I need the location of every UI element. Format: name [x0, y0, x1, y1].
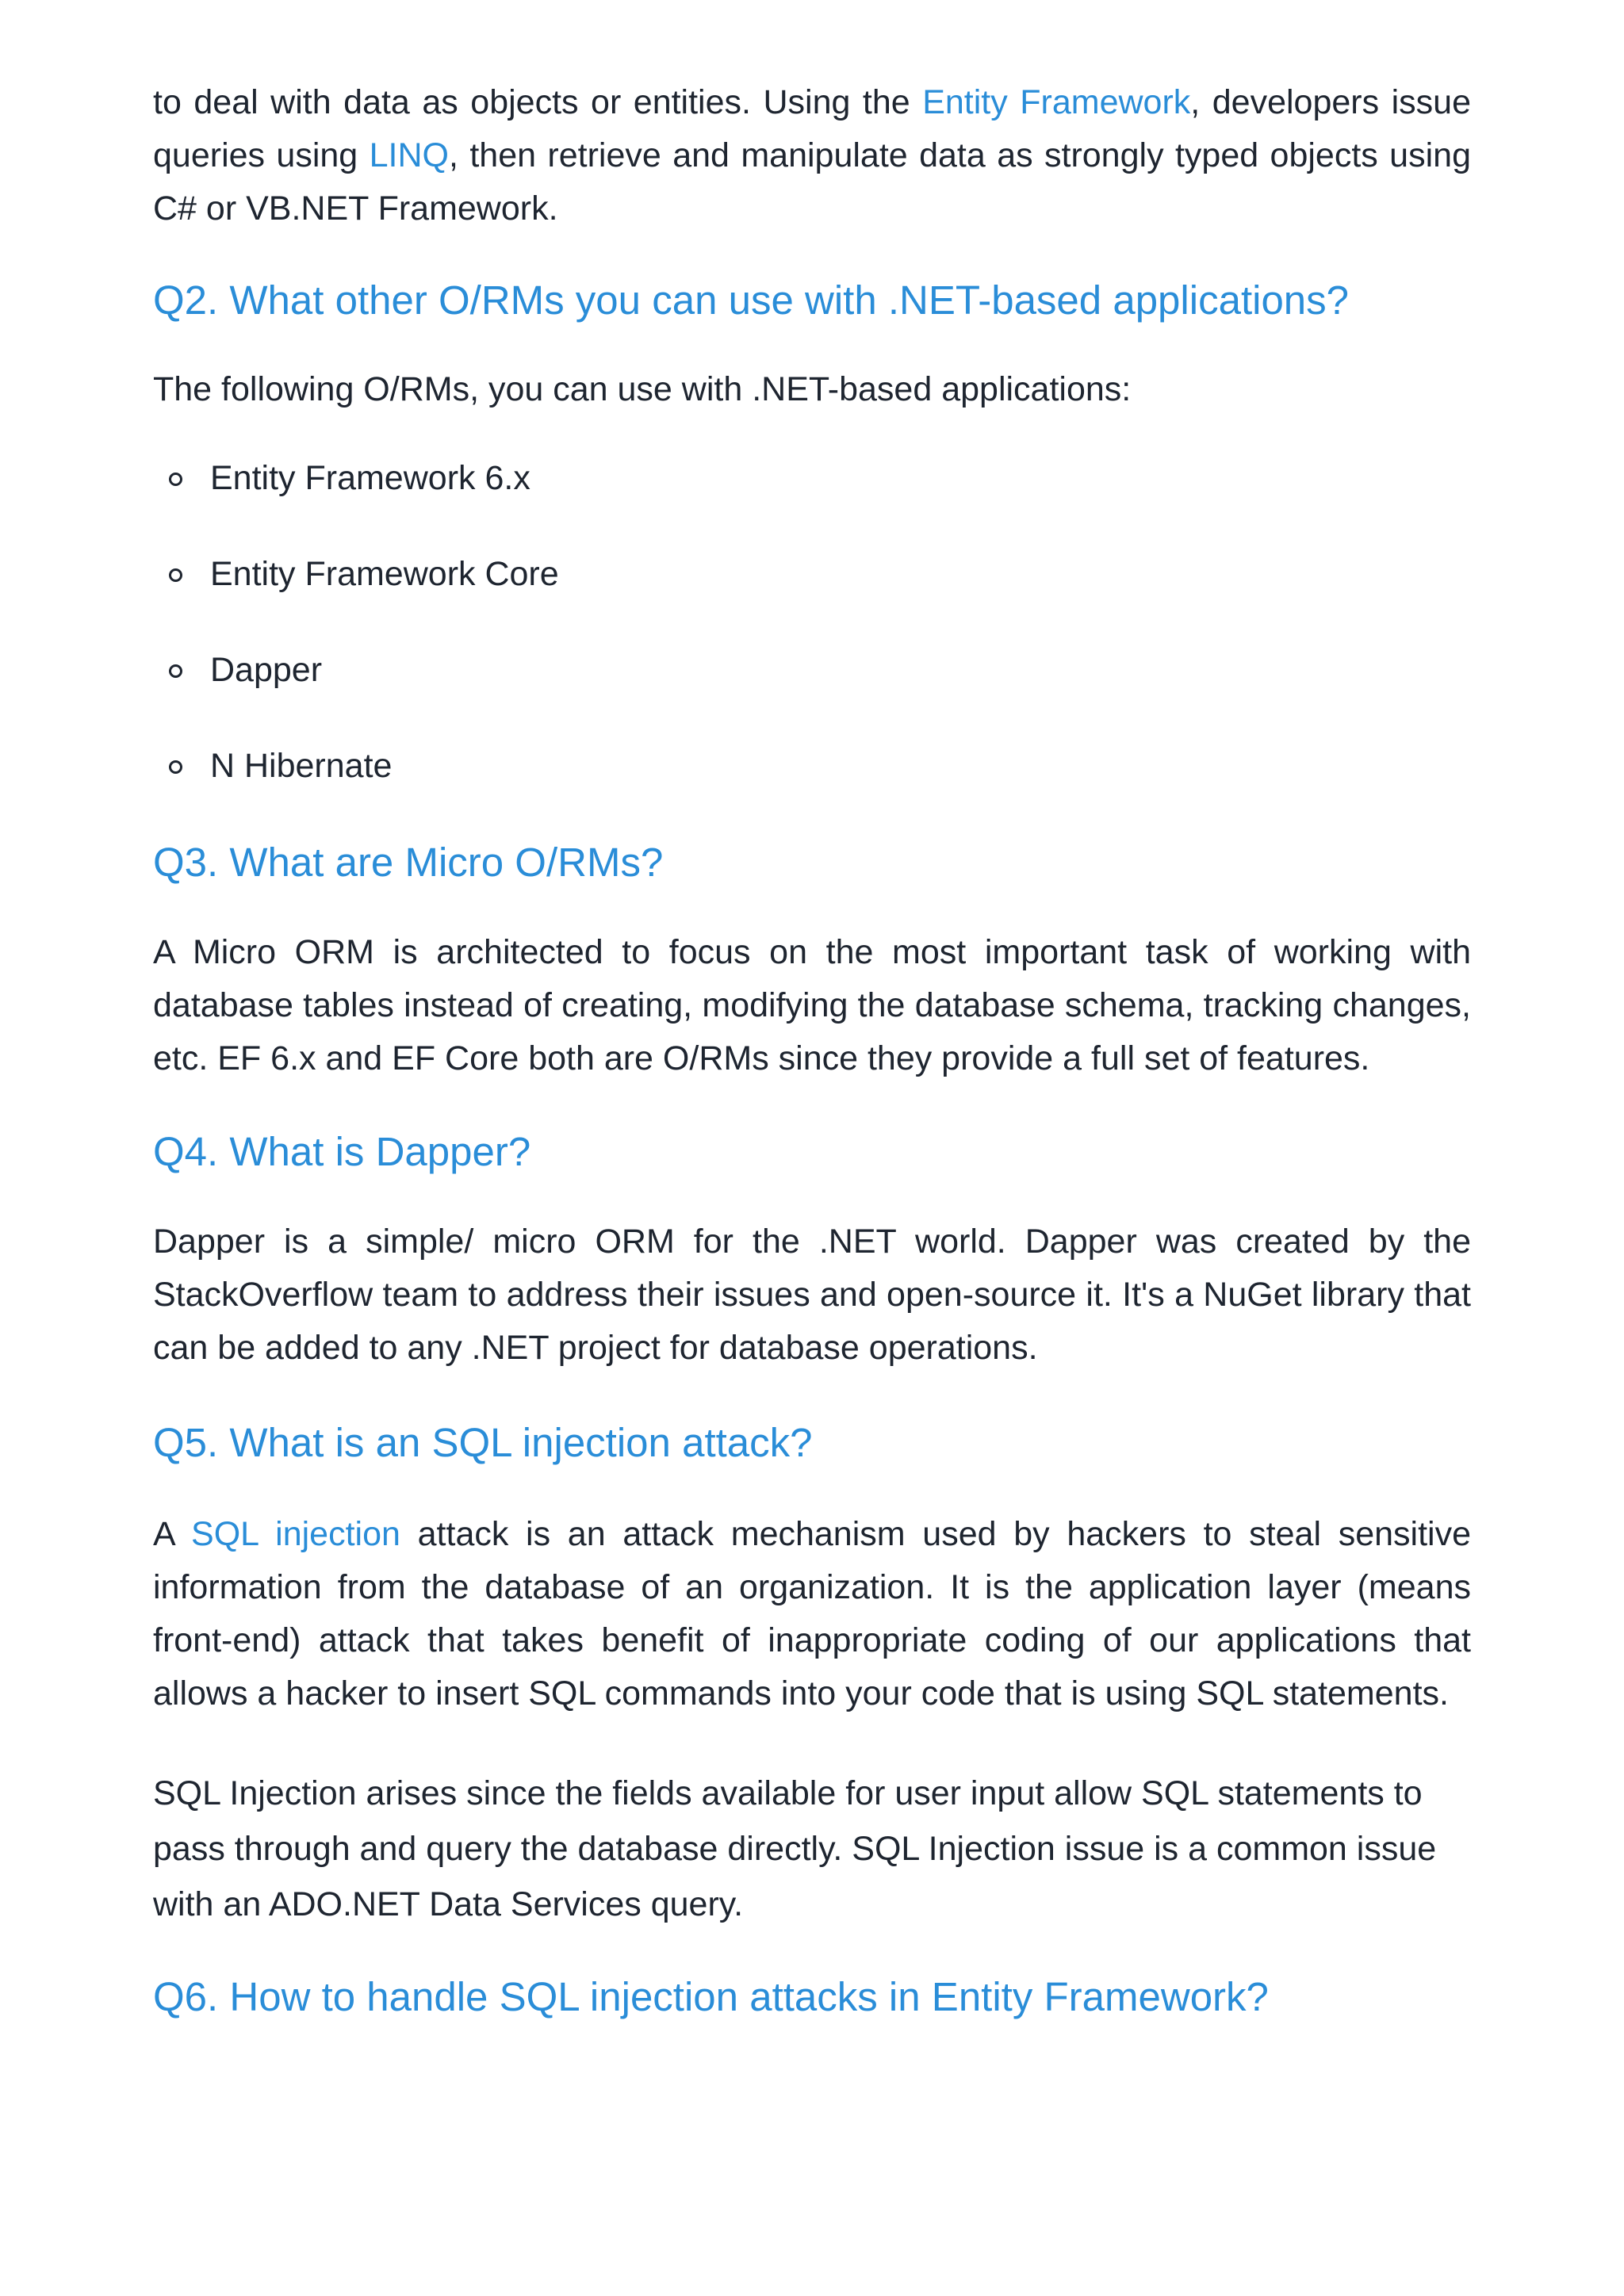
q6-heading: Q6. How to handle SQL injection attacks in Entity Framework?	[153, 1974, 1269, 2019]
list-item	[169, 550, 1471, 598]
list-item-label: Entity Framework Core	[210, 555, 559, 593]
q5-text-2: attack is an attack mechanism used by hackers to steal sensitive information from the database of an organization. It is the application layer (means front-end) attack that takes benefit of inappropriate coding of our applications that allows a hacker to insert SQL commands into your code that is using SQL statements.	[153, 1515, 1471, 1712]
q5-heading: Q5. What is an SQL injection attack?	[153, 1420, 813, 1465]
orm-list	[153, 454, 1471, 790]
intro-text-2: , developers issue queries using	[153, 83, 1471, 174]
bullet-icon	[169, 473, 182, 486]
q3-body: A Micro ORM is architected to focus on the most important task of working with database tables instead of creating, modifying the database schema, tracking changes, etc. EF 6.x and EF Core both are O/RMs since they provide a full set of features.	[153, 933, 1471, 1077]
list-item	[169, 646, 1471, 694]
q5-paragraph-1	[153, 1508, 1471, 1720]
entity-framework-link[interactable]: Entity Framework	[922, 83, 1191, 121]
q2-lead: The following O/RMs, you can use with .NET-based applications:	[153, 370, 1132, 408]
bullet-icon	[169, 568, 182, 582]
linq-link[interactable]: LINQ	[369, 136, 449, 174]
list-item-label: Dapper	[210, 651, 323, 689]
list-item-label: N Hibernate	[210, 747, 393, 785]
list-item-label: Entity Framework 6.x	[210, 459, 530, 497]
q4-heading: Q4. What is Dapper?	[153, 1129, 531, 1174]
sql-injection-link[interactable]: SQL injection	[191, 1515, 400, 1553]
q2-heading: Q2. What other O/RMs you can use with .NET-based applications?	[153, 277, 1350, 323]
intro-text-1: to deal with data as objects or entities. Using the	[153, 83, 923, 121]
intro-text-3: , then retrieve and manipulate data as strongly typed objects using C# or VB.NET Framework.	[153, 136, 1471, 228]
q5-text-1: A	[153, 1515, 192, 1553]
bullet-icon	[169, 664, 182, 678]
q5-paragraph-2: SQL Injection arises since the fields available for user input allow SQL statements to pass through and query the database directly. SQL Injection issue is a common issue with an ADO.NET Data Services query.	[153, 1774, 1437, 1923]
q3-heading: Q3. What are Micro O/RMs?	[153, 840, 664, 885]
list-item	[169, 454, 1471, 502]
bullet-icon	[169, 760, 182, 774]
q4-body: Dapper is a simple/ micro ORM for the .NET world. Dapper was created by the StackOverflow team to address their issues and open-source it. It's a NuGet library that can be added to any .NET project for database operations.	[153, 1223, 1471, 1367]
list-item	[169, 742, 1471, 790]
intro-paragraph	[153, 76, 1471, 235]
